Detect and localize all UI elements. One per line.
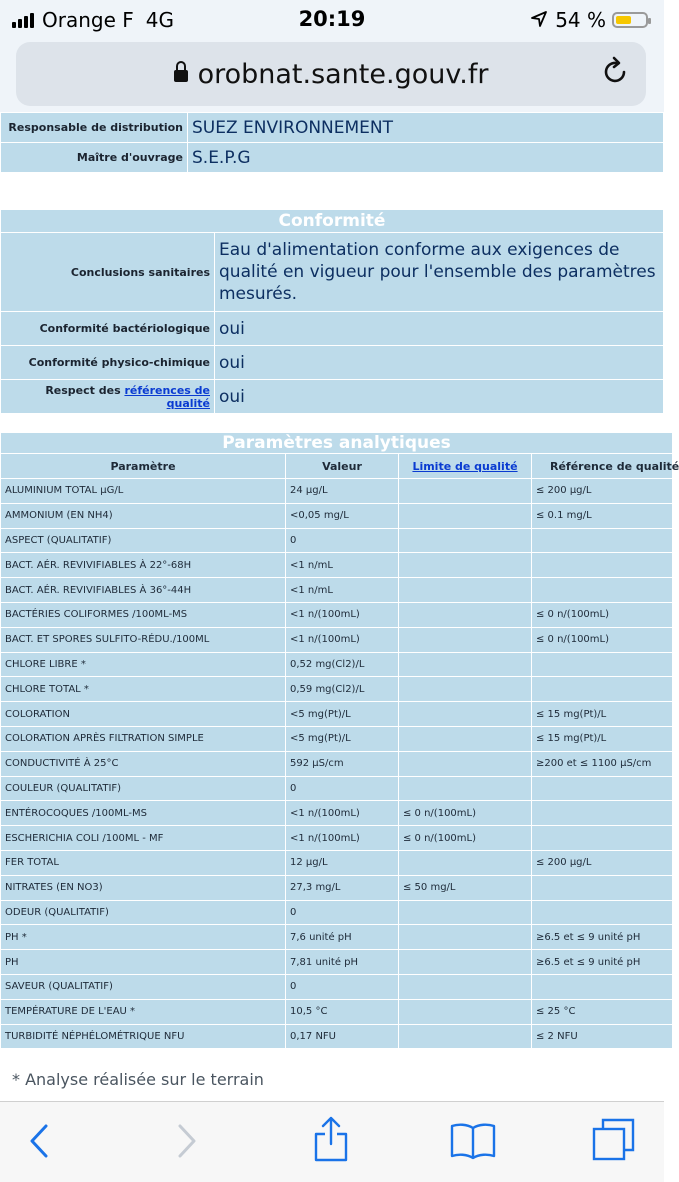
table-row [1, 751, 673, 776]
footnote: * Analyse réalisée sur le terrain [12, 1070, 264, 1089]
address-bar[interactable] [16, 42, 646, 106]
cell-valeur: 0,17 NFU [286, 1024, 399, 1049]
table-row [1, 801, 673, 826]
cell-limite [399, 776, 532, 801]
table-row [1, 503, 673, 528]
cell-valeur: 0 [286, 776, 399, 801]
cell-reference: ≥200 et ≤ 1100 µS/cm [532, 751, 673, 776]
cell-limite [399, 850, 532, 875]
col-header-reference: Référence de qualité [532, 454, 673, 479]
parametres-table [0, 432, 679, 1049]
cell-limite [399, 900, 532, 925]
distribution-table [0, 112, 664, 173]
cell-valeur: 0 [286, 528, 399, 553]
cell-parametre: NITRATES (EN NO3) [1, 875, 286, 900]
references-qualite-link[interactable]: références de qualité [124, 383, 210, 410]
cell-limite [399, 751, 532, 776]
cell-reference: ≤ 25 °C [532, 999, 673, 1024]
cell-parametre: CHLORE LIBRE * [1, 652, 286, 677]
parametres-body [1, 479, 673, 1049]
cell-reference: ≤ 200 µg/L [532, 479, 673, 504]
cell-reference: ≥6.5 et ≤ 9 unité pH [532, 950, 673, 975]
cell-reference: ≤ 200 µg/L [532, 850, 673, 875]
cell-reference [532, 528, 673, 553]
cell-reference [532, 776, 673, 801]
url-text: orobnat.sante.gouv.fr [197, 59, 489, 90]
parametres-header-row [1, 454, 673, 479]
cell-limite: ≤ 50 mg/L [399, 875, 532, 900]
cell-reference [532, 900, 673, 925]
cell-valeur: <5 mg(Pt)/L [286, 702, 399, 727]
table-row [1, 627, 673, 652]
battery-icon [612, 12, 648, 28]
cell-parametre: TURBIDITÉ NÉPHÉLOMÉTRIQUE NFU [1, 1024, 286, 1049]
cell-parametre: SAVEUR (QUALITATIF) [1, 974, 286, 999]
cell-valeur: 12 µg/L [286, 850, 399, 875]
status-bar [0, 0, 664, 38]
cell-reference [532, 826, 673, 851]
maitre-ouvrage-value: S.E.P.G [188, 143, 664, 173]
cell-reference [532, 677, 673, 702]
cell-parametre: ASPECT (QUALITATIF) [1, 528, 286, 553]
browser-toolbar [0, 1101, 664, 1182]
cell-limite [399, 677, 532, 702]
cell-valeur: <1 n/mL [286, 553, 399, 578]
cell-parametre: BACT. ET SPORES SULFITO-RÉDU./100ML [1, 627, 286, 652]
tabs-icon[interactable] [592, 1118, 636, 1166]
cell-limite [399, 479, 532, 504]
cell-reference [532, 578, 673, 603]
conformite-title: Conformité [1, 210, 664, 233]
cell-valeur: 7,6 unité pH [286, 925, 399, 950]
cell-parametre: ENTÉROCOQUES /100ML-MS [1, 801, 286, 826]
cell-valeur: 27,3 mg/L [286, 875, 399, 900]
cell-valeur: 0,59 mg(Cl2)/L [286, 677, 399, 702]
table-row [1, 1024, 673, 1049]
parametres-title: Paramètres analytiques [1, 433, 673, 454]
cell-limite [399, 503, 532, 528]
bacterio-value: oui [215, 312, 664, 346]
cell-limite: ≤ 0 n/(100mL) [399, 826, 532, 851]
cell-parametre: AMMONIUM (EN NH4) [1, 503, 286, 528]
respect-label [1, 380, 215, 414]
battery-percent: 54 % [555, 8, 606, 32]
reload-icon[interactable] [602, 56, 630, 94]
cell-reference: ≤ 0.1 mg/L [532, 503, 673, 528]
cell-reference: ≤ 15 mg(Pt)/L [532, 702, 673, 727]
cell-reference: ≤ 0 n/(100mL) [532, 627, 673, 652]
cell-parametre: BACT. AÉR. REVIVIFIABLES À 36°-44H [1, 578, 286, 603]
cell-parametre: BACTÉRIES COLIFORMES /100ML-MS [1, 602, 286, 627]
table-row [1, 875, 673, 900]
cell-parametre: ESCHERICHIA COLI /100ML - MF [1, 826, 286, 851]
status-right [531, 8, 648, 32]
cell-parametre: FER TOTAL [1, 850, 286, 875]
table-row [1, 578, 673, 603]
col-header-parametre: Paramètre [1, 454, 286, 479]
cell-valeur: <1 n/(100mL) [286, 602, 399, 627]
cell-valeur: 24 µg/L [286, 479, 399, 504]
table-row [1, 850, 673, 875]
table-row [1, 602, 673, 627]
cell-parametre: COLORATION [1, 702, 286, 727]
cell-reference [532, 875, 673, 900]
responsable-value: SUEZ ENVIRONNEMENT [188, 113, 664, 143]
table-row [1, 950, 673, 975]
cell-limite [399, 999, 532, 1024]
table-row [1, 776, 673, 801]
conclusions-value [215, 233, 664, 312]
responsable-row [1, 113, 664, 143]
table-row [1, 702, 673, 727]
table-row [1, 479, 673, 504]
cell-parametre: ODEUR (QUALITATIF) [1, 900, 286, 925]
cell-valeur: 0 [286, 974, 399, 999]
cell-valeur: 0,52 mg(Cl2)/L [286, 652, 399, 677]
cell-valeur: <1 n/(100mL) [286, 826, 399, 851]
cell-limite: ≤ 0 n/(100mL) [399, 801, 532, 826]
cell-parametre: CONDUCTIVITÉ À 25°C [1, 751, 286, 776]
conformite-row [1, 346, 664, 380]
conclusions-text: Eau d'alimentation conforme aux exigences de qualité en vigueur pour l'ensemble des paramètres mesurés. [219, 240, 656, 304]
cell-valeur: <5 mg(Pt)/L [286, 726, 399, 751]
cell-parametre: COLORATION APRÈS FILTRATION SIMPLE [1, 726, 286, 751]
cell-limite [399, 627, 532, 652]
cell-parametre: PH [1, 950, 286, 975]
forward-icon[interactable] [176, 1124, 198, 1162]
cell-parametre: PH * [1, 925, 286, 950]
physico-label: Conformité physico-chimique [1, 346, 215, 380]
cell-valeur: 10,5 °C [286, 999, 399, 1024]
cell-valeur: <1 n/mL [286, 578, 399, 603]
cell-valeur: <1 n/(100mL) [286, 801, 399, 826]
maitre-ouvrage-row [1, 143, 664, 173]
table-row [1, 999, 673, 1024]
cell-limite [399, 528, 532, 553]
cell-reference: ≤ 2 NFU [532, 1024, 673, 1049]
cell-limite [399, 702, 532, 727]
cell-reference [532, 553, 673, 578]
cell-limite [399, 553, 532, 578]
table-row [1, 900, 673, 925]
conformite-row [1, 380, 664, 414]
col-header-valeur: Valeur [286, 454, 399, 479]
col-header-limite [399, 454, 532, 479]
cell-limite [399, 925, 532, 950]
conclusions-label: Conclusions sanitaires [1, 233, 215, 312]
location-icon [531, 8, 547, 32]
respect-label-prefix: Respect des [45, 383, 125, 397]
network-type: 4G [145, 8, 174, 32]
cell-limite [399, 950, 532, 975]
limite-qualite-link[interactable]: Limite de qualité [412, 459, 518, 473]
cell-valeur: 592 µS/cm [286, 751, 399, 776]
bacterio-label: Conformité bactériologique [1, 312, 215, 346]
responsable-label: Responsable de distribution [1, 113, 188, 143]
conformite-row [1, 233, 664, 312]
table-row [1, 652, 673, 677]
cell-parametre: BACT. AÉR. REVIVIFIABLES À 22°-68H [1, 553, 286, 578]
cell-valeur: <1 n/(100mL) [286, 627, 399, 652]
cell-reference [532, 974, 673, 999]
physico-value: oui [215, 346, 664, 380]
cell-reference: ≤ 0 n/(100mL) [532, 602, 673, 627]
cell-parametre: CHLORE TOTAL * [1, 677, 286, 702]
table-row [1, 528, 673, 553]
url-display[interactable] [16, 59, 646, 90]
cell-valeur: <0,05 mg/L [286, 503, 399, 528]
cell-parametre: TEMPÉRATURE DE L'EAU * [1, 999, 286, 1024]
web-page [0, 117, 679, 1100]
cell-limite [399, 1024, 532, 1049]
cell-reference: ≤ 15 mg(Pt)/L [532, 726, 673, 751]
table-row [1, 553, 673, 578]
cell-reference [532, 801, 673, 826]
table-row [1, 925, 673, 950]
respect-value: oui [215, 380, 664, 414]
back-icon[interactable] [28, 1124, 50, 1162]
table-row [1, 974, 673, 999]
cell-parametre: ALUMINIUM TOTAL µG/L [1, 479, 286, 504]
cell-parametre: COULEUR (QUALITATIF) [1, 776, 286, 801]
cell-limite [399, 726, 532, 751]
lock-icon [174, 70, 188, 82]
cell-valeur: 0 [286, 900, 399, 925]
cell-limite [399, 578, 532, 603]
cell-valeur: 7,81 unité pH [286, 950, 399, 975]
cell-reference: ≥6.5 et ≤ 9 unité pH [532, 925, 673, 950]
table-row [1, 726, 673, 751]
carrier-name: Orange F [42, 8, 134, 32]
clock: 20:19 [298, 7, 366, 31]
cell-limite [399, 652, 532, 677]
table-row [1, 826, 673, 851]
share-icon[interactable] [313, 1116, 349, 1166]
cell-reference [532, 652, 673, 677]
conformite-table [0, 209, 664, 414]
cell-limite [399, 602, 532, 627]
maitre-ouvrage-label: Maître d'ouvrage [1, 143, 188, 173]
cell-limite [399, 974, 532, 999]
conformite-row [1, 312, 664, 346]
bookmarks-icon[interactable] [450, 1122, 496, 1164]
table-row [1, 677, 673, 702]
browser-address-area [0, 38, 664, 118]
